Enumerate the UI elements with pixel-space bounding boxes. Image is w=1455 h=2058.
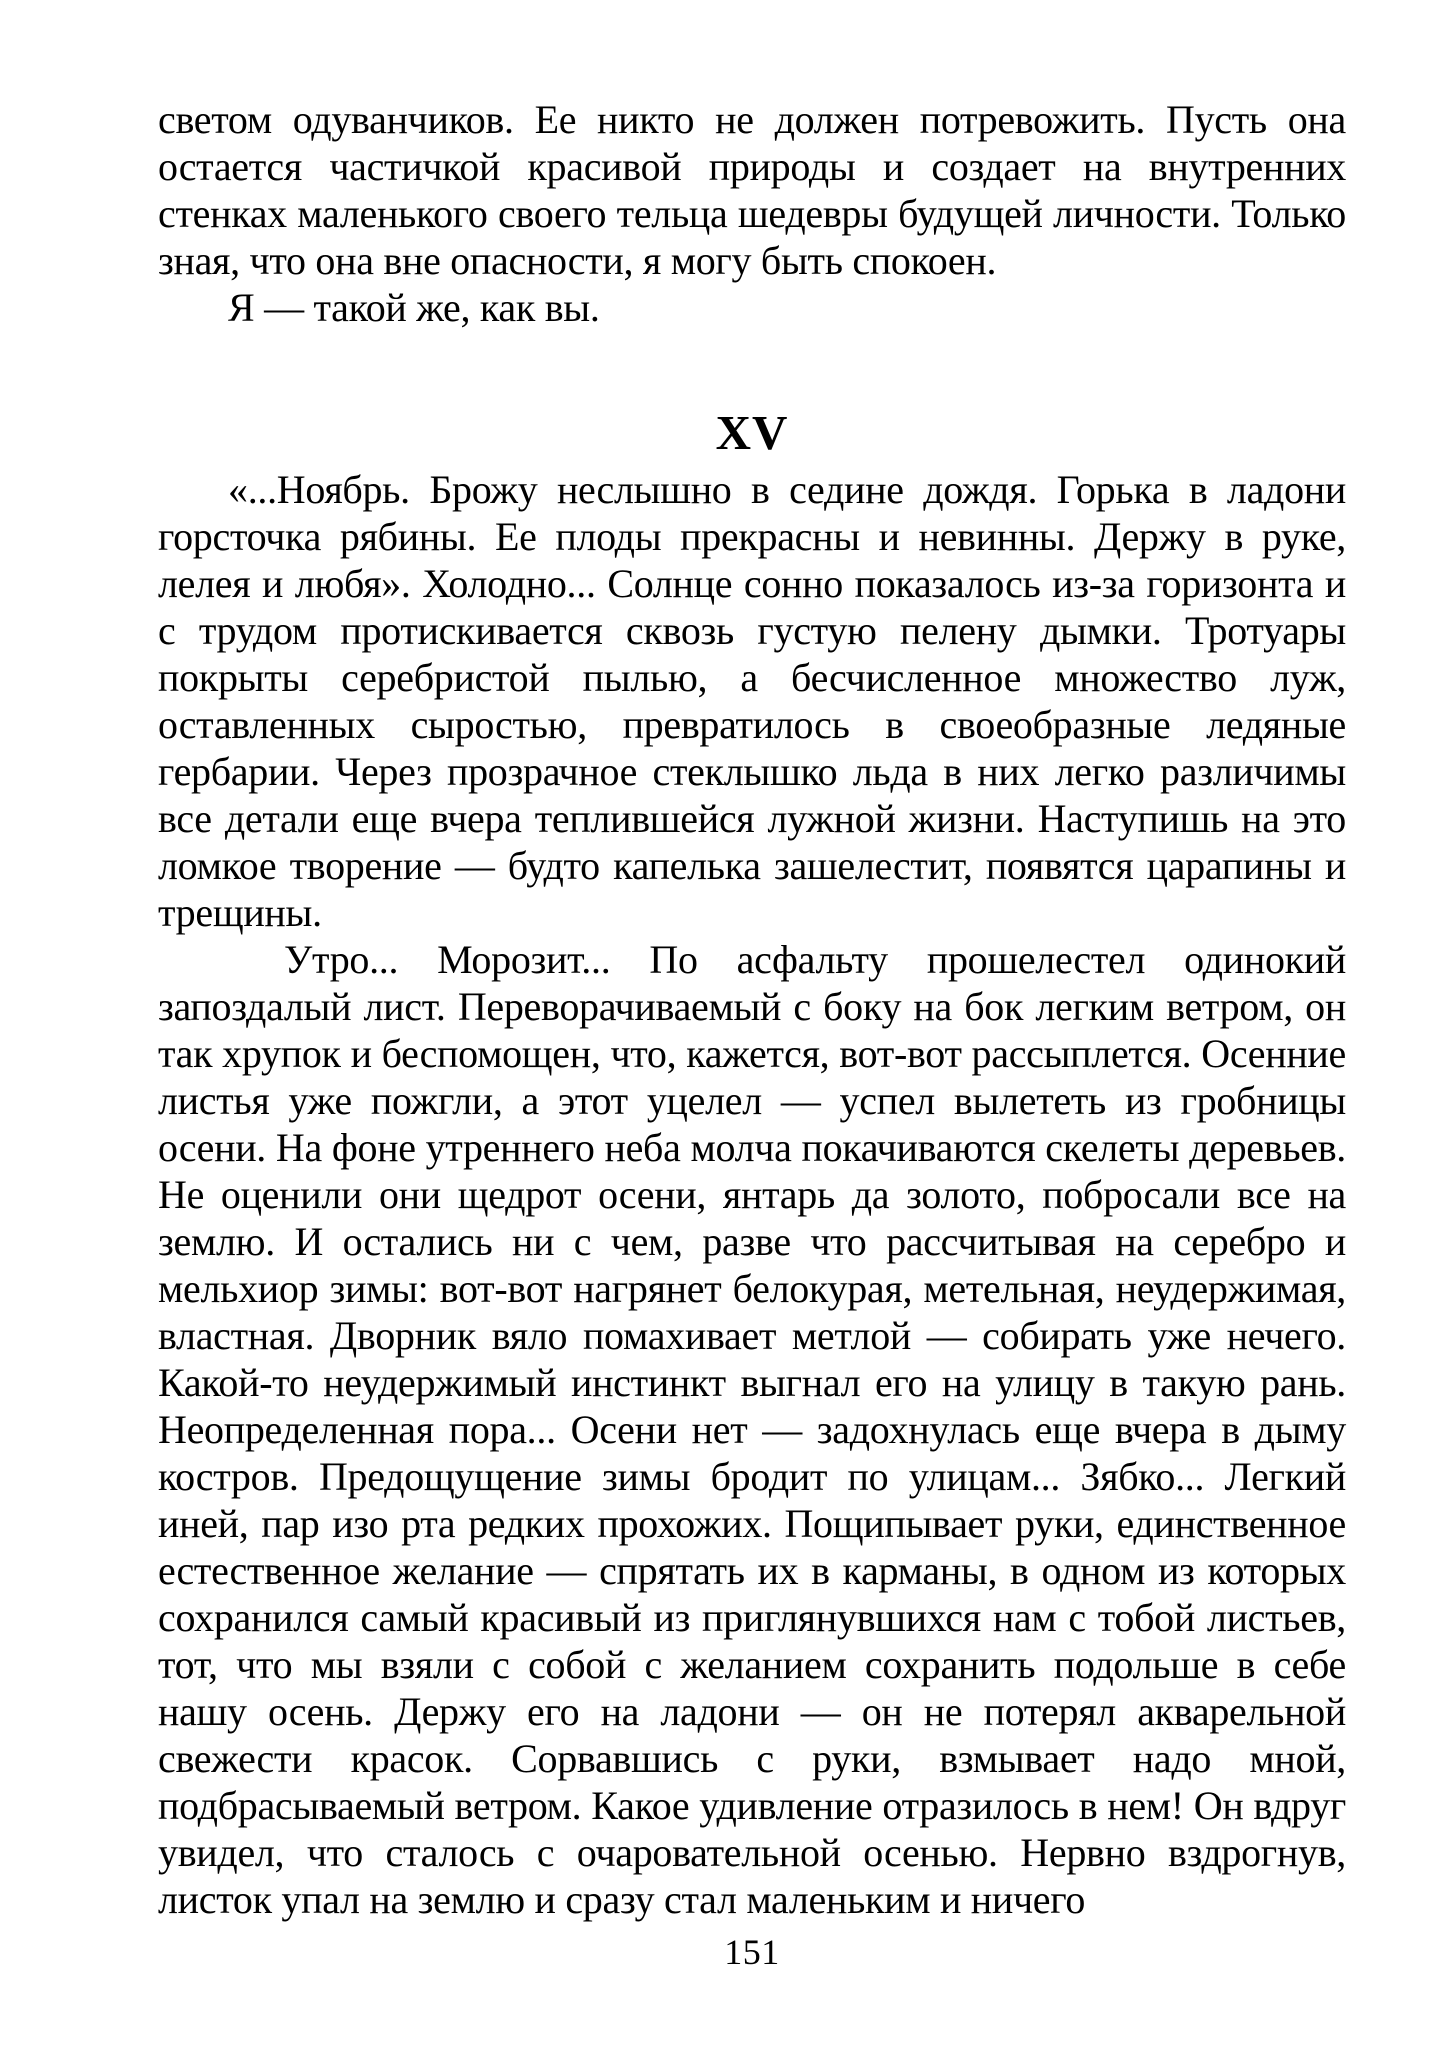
chapter-heading: XV bbox=[715, 405, 789, 460]
paragraph: Я — такой же, как вы. bbox=[228, 285, 600, 330]
paragraph: Утро... Морозит... По асфальту прошелестел одинокий запоздалый лист. Переворачиваемый с боку на бок легким ветром, он так хрупок и беспомощен, что, кажется, вот-вот рассыплется. Осенние листья уже пожгли, а этот уцелел — успел вылететь из гробницы осени. На фоне утреннего неба молча покачиваются скелеты деревьев. Не оценили они щедрот осени, янтарь да золото, побросали все на землю. И остались ни с чем, разве что рассчитывая на серебро и мельхиор зимы: вот-вот нагрянет белокурая, метельная, неудержимая, властная. Дворник вяло помахивает метлой — собирать уже нечего. Какой-то неудержимый инстинкт выгнал его на улицу в такую рань. Неопределенная пора... Осени нет — задохнулась еще вчера в дыму костров. Предощущение зимы бродит по улицам... Зябко... Легкий иней, пар изо рта редких прохожих. Пощипывает руки, единственное естественное желание — спрятать их в карманы, в одном из которых сохранился самый красивый из приглянувшихся нам с тобой листьев, тот, что мы взяли с собой с желанием сохранить подольше в себе нашу осень. Держу его на ладони — он не потерял акварельной свежести красок. Сорвавшись с руки, взмывает надо мной, подбрасываемый ветром. Какое удивление отразилось в нем! Он вдруг увидел, что сталось с очаровательной осенью. Нервно вздрогнув, листок упал на землю и сразу стал маленьким и ничего bbox=[158, 937, 1346, 1922]
page-number: 151 bbox=[724, 1932, 780, 1972]
page-footer bbox=[158, 1932, 1346, 1973]
page-text-block bbox=[158, 96, 1346, 1923]
paragraph-continuation: светом одуванчиков. Ее никто не должен потревожить. Пусть она остается частичкой красивой природы и создает на внутренних стенках маленького своего тельца шедевры будущей личности. Только зная, что она вне опасности, я могу быть спокоен. bbox=[158, 97, 1346, 283]
paragraph: «...Ноябрь. Брожу неслышно в седине дождя. Горька в ладони горсточка рябины. Ее плоды прекрасны и невинны. Держу в руке, лелея и любя». Холодно... Солнце сонно показалось из-за горизонта и с трудом протискивается сквозь густую пелену дымки. Тротуары покрыты серебристой пылью, а бесчисленное множество луж, оставленных сыростью, превратилось в своеобразные ледяные гербарии. Через прозрачное стеклышко льда в них легко различимы все детали еще вчера теплившейся лужной жизни. Наступишь на это ломкое творение — будто капелька зашелестит, появятся царапины и трещины. bbox=[158, 467, 1346, 935]
